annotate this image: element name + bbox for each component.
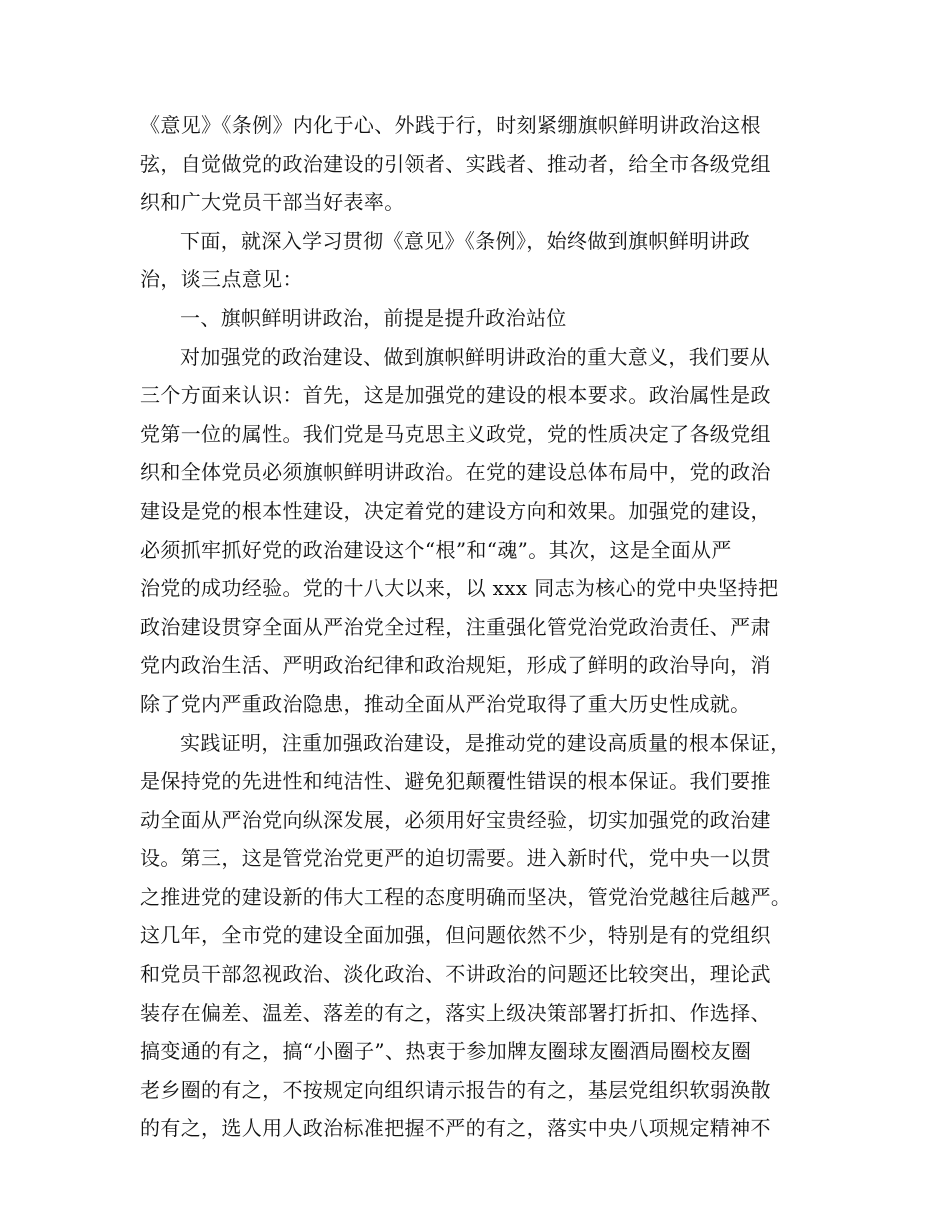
text-line: 除了党内严重政治隐患，推动全面从严治党取得了重大历史性成就。: [140, 691, 751, 716]
text-line: 织和广大党员干部当好表率。: [140, 190, 405, 215]
text-line: 是保持党的先进性和纯洁性、避免犯颠覆性错误的根本保证。我们要推: [140, 769, 771, 794]
text-line: 搞变通的有之，搞“小圈子”、热衷于参加牌友圈球友圈酒局圈校友圈: [140, 1039, 752, 1064]
text-line: 《意见》《条例》内化于心、外践于行，时刻紧绷旗帜鲜明讲政治这根: [140, 113, 761, 137]
text-line: 弦，自觉做党的政治建设的引领者、实践者、推动者，给全市各级党组: [140, 151, 771, 176]
text-line: 治党的成功经验。党的十八大以来，以 xxx 同志为核心的党中央坚持把: [140, 576, 779, 601]
text-line: 之推进党的建设新的伟大工程的态度明确而坚决，管党治党越往后越严。: [140, 884, 792, 909]
text-line: 装存在偏差、温差、落差的有之，落实上级决策部署打折扣、作选择、: [140, 1000, 771, 1025]
text-line: 一、旗帜鲜明讲政治，前提是提升政治站位: [180, 305, 567, 330]
text-line: 动全面从严治党向纵深发展，必须用好宝贵经验，切实加强党的政治建: [140, 807, 771, 832]
text-line: 对加强党的政治建设、做到旗帜鲜明讲政治的重大意义，我们要从: [180, 344, 771, 369]
text-line: 老乡圈的有之，不按规定向组织请示报告的有之，基层党组织软弱涣散: [140, 1077, 771, 1102]
text-line: 织和全体党员必须旗帜鲜明讲政治。在党的建设总体布局中，党的政治: [140, 460, 771, 485]
document-body: [140, 106, 830, 1148]
text-line: 党第一位的属性。我们党是马克思主义政党，党的性质决定了各级党组: [140, 421, 771, 446]
text-line: 政治建设贯穿全面从严治党全过程，注重强化管党治党政治责任、严肃: [140, 614, 771, 639]
text-line: 建设是党的根本性建设，决定着党的建设方向和效果。加强党的建设，: [140, 498, 771, 523]
text-line: 的有之，选人用人政治标准把握不严的有之，落实中央八项规定精神不: [140, 1116, 771, 1141]
text-line: 必须抓牢抓好党的政治建设这个“根”和“魂”。其次，这是全面从严: [140, 537, 732, 562]
text-line: 党内政治生活、严明政治纪律和政治规矩，形成了鲜明的政治导向，消: [140, 653, 771, 678]
text-line: 下面，就深入学习贯彻《意见》《条例》，始终做到旗帜鲜明讲政: [180, 228, 751, 253]
text-line: 这几年，全市党的建设全面加强，但问题依然不少，特别是有的党组织: [140, 923, 771, 948]
text-line: 实践证明，注重加强政治建设，是推动党的建设高质量的根本保证，: [180, 730, 791, 755]
text-line: 治，谈三点意见：: [140, 267, 303, 292]
text-line: 设。第三，这是管党治党更严的迫切需要。进入新时代，党中央一以贯: [140, 846, 771, 871]
text-line: 三个方面来认识：首先，这是加强党的建设的根本要求。政治属性是政: [140, 383, 771, 408]
text-line: 和党员干部忽视政治、淡化政治、不讲政治的问题还比较突出，理论武: [140, 962, 771, 987]
